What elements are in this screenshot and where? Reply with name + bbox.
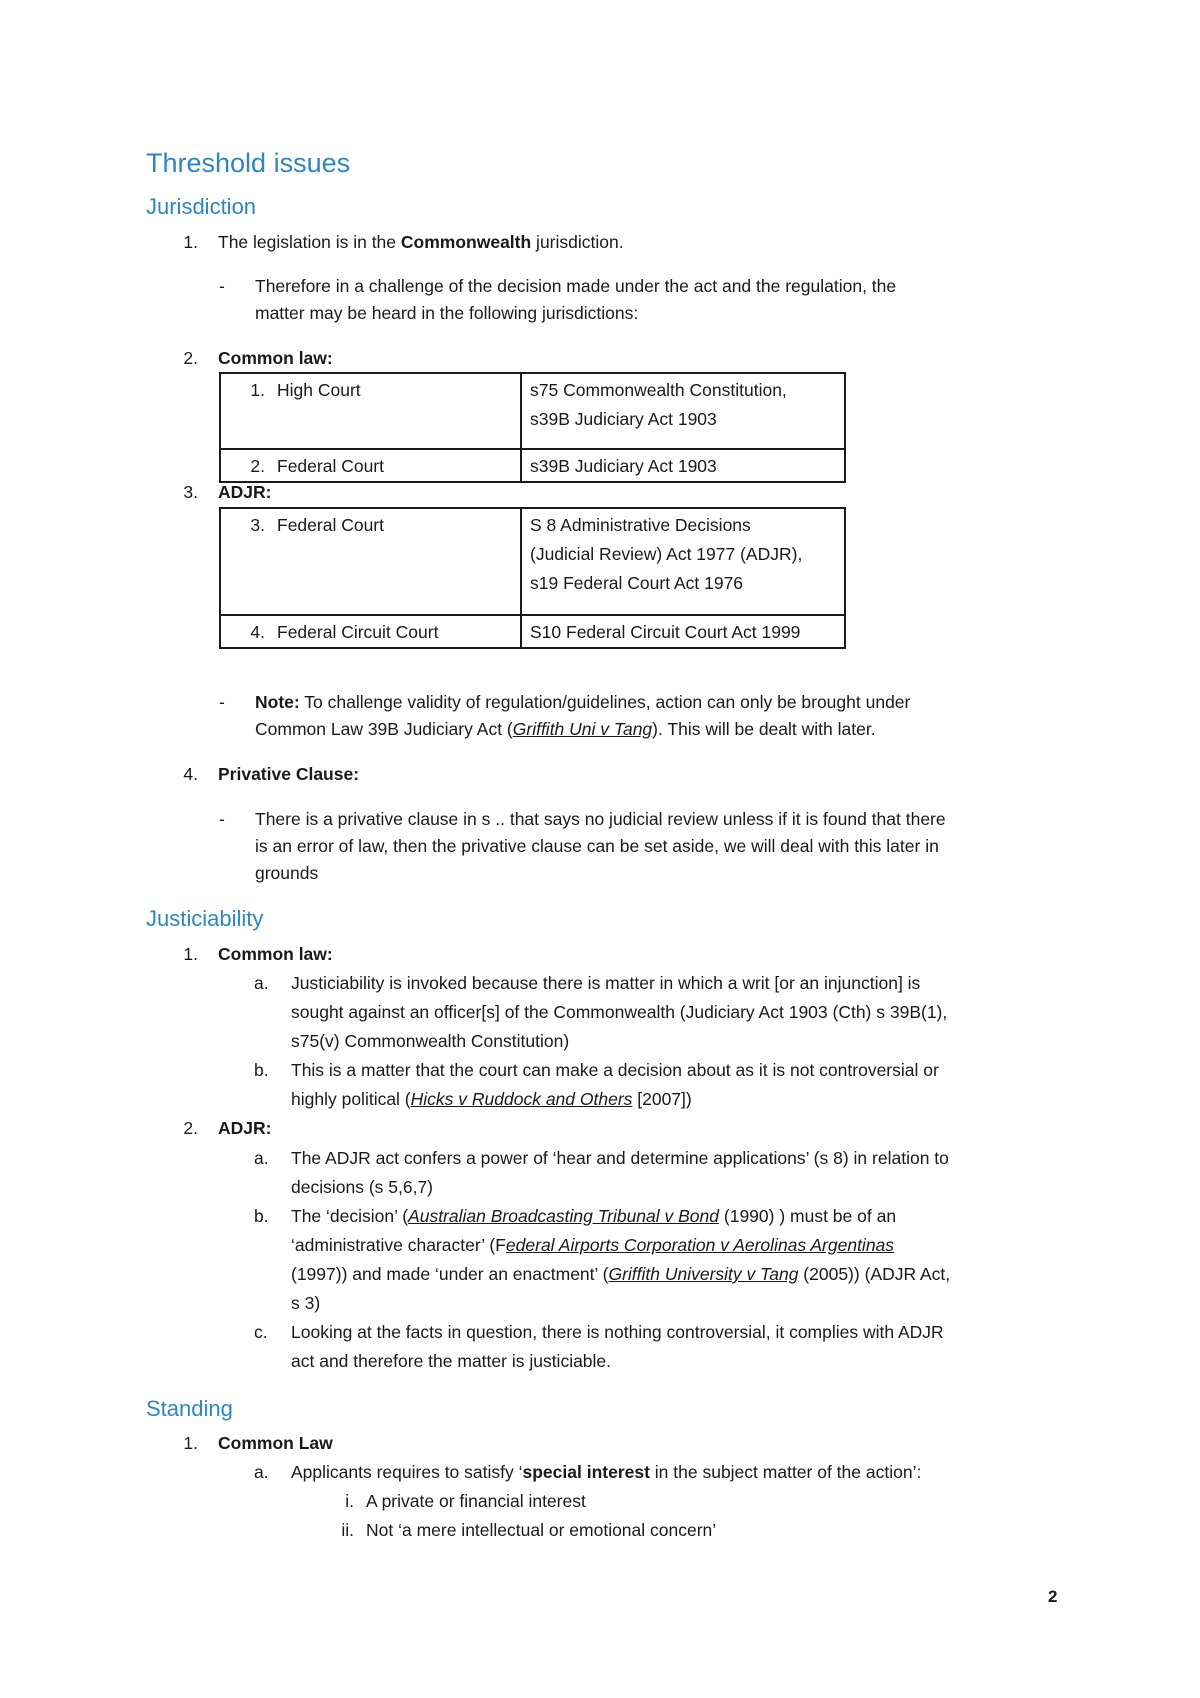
- table-cell: S10 Federal Circuit Court Act 1999: [521, 615, 845, 648]
- dash-bullet: -: [219, 809, 225, 829]
- list-number: 4.: [183, 764, 198, 784]
- sub-item-text: (1997)) and made ‘under an enactment’ (Griffith University v Tang (2005)) (ADJR Act,: [291, 1264, 951, 1284]
- table-cell: 2. Federal Court: [220, 449, 521, 482]
- sub-letter: a.: [254, 973, 269, 993]
- page-number: 2: [1048, 1587, 1058, 1606]
- sub-item-text: The ADJR act confers a power of ‘hear and determine applications’ (s 8) in relation to: [291, 1148, 949, 1168]
- page-title: Threshold issues: [146, 148, 351, 178]
- sub-letter: b.: [254, 1206, 269, 1226]
- sub-item-text: decisions (s 5,6,7): [291, 1177, 434, 1197]
- roman-numeral: ii.: [341, 1520, 354, 1540]
- sub-item-text: act and therefore the matter is justiciable.: [291, 1351, 612, 1371]
- table-cell: 4. Federal Circuit Court: [220, 615, 521, 648]
- list-number: 1.: [183, 944, 198, 964]
- sub-item-text: highly political (Hicks v Ruddock and Others [2007]): [291, 1089, 692, 1109]
- sub-item-text: Looking at the facts in question, there is nothing controversial, it complies with ADJR: [291, 1322, 944, 1342]
- sub-item-text: Justiciability is invoked because there is matter in which a writ [or an injunction] is: [291, 973, 921, 993]
- dash-item-text: matter may be heard in the following jurisdictions:: [255, 303, 639, 323]
- common-law-table: [219, 372, 846, 483]
- table-cell: s39B Judiciary Act 1903: [521, 449, 845, 482]
- table-cell: s75 Commonwealth Constitution, s39B Judiciary Act 1903: [521, 373, 845, 449]
- dash-bullet: -: [219, 276, 225, 296]
- dash-item-text: grounds: [255, 863, 319, 883]
- table-cell: 3. Federal Court: [220, 508, 521, 615]
- list-item: The legislation is in the Commonwealth jurisdiction.: [218, 232, 624, 252]
- sub-item-text: Applicants requires to satisfy ‘special interest in the subject matter of the action’:: [291, 1462, 922, 1482]
- sub-sub-item-text: A private or financial interest: [366, 1491, 586, 1511]
- list-item-label: Common law:: [218, 944, 333, 964]
- list-item-label: ADJR:: [218, 482, 272, 502]
- list-number: 1.: [183, 1433, 198, 1453]
- dash-item-text: There is a privative clause in s .. that says no judicial review unless if it is found that there: [255, 809, 946, 829]
- dash-item-text: Therefore in a challenge of the decision made under the act and the regulation, the: [255, 276, 897, 296]
- adjr-table: [219, 507, 846, 649]
- table-row: [220, 449, 845, 482]
- table-cell: 1. High Court: [220, 373, 521, 449]
- sub-letter: a.: [254, 1462, 269, 1482]
- sub-item-text: s 3): [291, 1293, 321, 1313]
- dash-item-text: is an error of law, then the privative clause can be set aside, we will deal with this later in: [255, 836, 939, 856]
- heading-jurisdiction: Jurisdiction: [146, 194, 257, 219]
- heading-justiciability: Justiciability: [146, 906, 264, 931]
- table-row: [220, 373, 845, 449]
- roman-numeral: i.: [345, 1491, 354, 1511]
- list-item-label: Common Law: [218, 1433, 333, 1453]
- heading-standing: Standing: [146, 1396, 233, 1421]
- sub-letter: b.: [254, 1060, 269, 1080]
- table-row: [220, 508, 845, 615]
- list-number: 2.: [183, 1118, 198, 1138]
- sub-item-text: sought against an officer[s] of the Commonwealth (Judiciary Act 1903 (Cth) s 39B(1),: [291, 1002, 948, 1022]
- sub-item-text: s75(v) Commonwealth Constitution): [291, 1031, 570, 1051]
- sub-item-text: This is a matter that the court can make a decision about as it is not controversial or: [291, 1060, 939, 1080]
- list-item-label: ADJR:: [218, 1118, 272, 1138]
- table-cell: S 8 Administrative Decisions (Judicial Review) Act 1977 (ADJR), s19 Federal Court Act 1976: [521, 508, 845, 615]
- list-item-label: Privative Clause:: [218, 764, 360, 784]
- table-row: [220, 615, 845, 648]
- sub-sub-item-text: Not ‘a mere intellectual or emotional concern’: [366, 1520, 717, 1540]
- note-text: Common Law 39B Judiciary Act (Griffith Uni v Tang). This will be dealt with later.: [255, 719, 876, 739]
- note-text: Note: To challenge validity of regulation/guidelines, action can only be brought under: [255, 692, 911, 712]
- sub-item-text: ‘administrative character’ (Federal Airports Corporation v Aerolinas Argentinas: [291, 1235, 895, 1255]
- list-number: 2.: [183, 348, 198, 368]
- list-item-label: Common law:: [218, 348, 333, 368]
- sub-letter: c.: [254, 1322, 268, 1342]
- list-number: 3.: [183, 482, 198, 502]
- sub-letter: a.: [254, 1148, 269, 1168]
- sub-item-text: The ‘decision’ (Australian Broadcasting Tribunal v Bond (1990) ) must be of an: [291, 1206, 897, 1226]
- list-number: 1.: [183, 232, 198, 252]
- dash-bullet: -: [219, 692, 225, 712]
